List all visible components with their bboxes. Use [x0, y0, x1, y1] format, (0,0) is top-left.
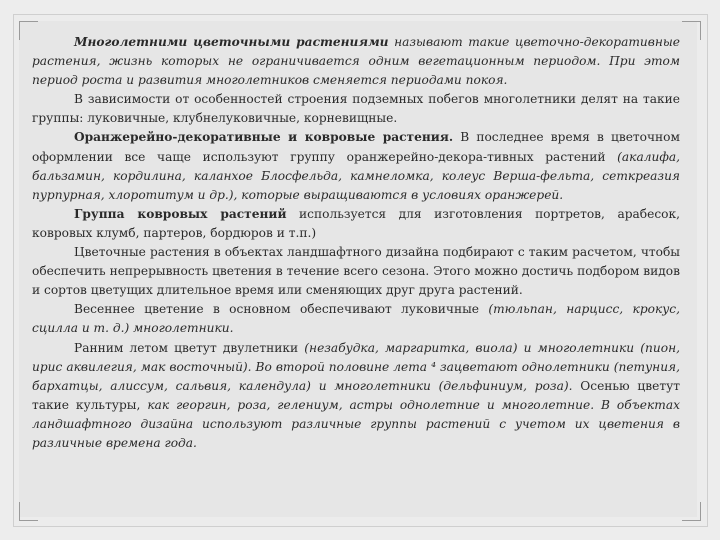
- paragraph-carpet-plants: [32, 205, 680, 243]
- heading-greenhouse-carpet: Оранжерейно-декоративные и ковровые растения.: [74, 130, 454, 145]
- paragraph-summer-autumn-bloom: [32, 339, 680, 454]
- greenhouse-text: В последнее время в цветочном оформлении все чаще используют группу оранжерейно-декора-тивных растений: [32, 130, 680, 164]
- autumn-text: Осенью цветут такие культуры,: [32, 378, 680, 412]
- corner-ornament-bottom-right: [682, 502, 701, 521]
- greenhouse-species: (акалифа, бальзамин, кордилина, каланхое Блосфельда, камнеломка, колеус Верша-фельта, сеткреазия пурпурная, хлоротитум и др.), которые выращиваются в условиях оранжерей.: [32, 149, 680, 202]
- summer-text: Ранним летом цветут двулетники: [74, 340, 305, 355]
- definition-text: называют такие цветочно-декоративные растения, жизнь которых не ограничивается одним вегетационным периодом. При этом период роста и развития многолетников сменяется периодами покоя.: [32, 35, 680, 88]
- summer-species: (незабудка, маргаритка, виола) и многолетники (пион, ирис аквилегия, мак восточный). Во второй половине лета ⁴ зацветают однолетники (петуния, бархатцы, алиссум, сальвия, календула) и многолетники (дельфиниум, роза).: [32, 340, 680, 393]
- paragraph-spring-bloom: [32, 300, 680, 338]
- carpet-text: используется для изготовления портретов, арабесок, ковровых клумб, партеров, бордюров и т.п.): [32, 206, 680, 240]
- spring-text: Весеннее цветение в основном обеспечивают луковичные: [74, 302, 489, 317]
- heading-carpet-group: Группа ковровых растений: [74, 206, 287, 221]
- document-body: [32, 33, 680, 453]
- spring-species: (тюльпан, нарцисс, крокус, сцилла и т. д.) многолетники.: [32, 302, 681, 336]
- corner-ornament-bottom-left: [19, 502, 38, 521]
- continuous-bloom-text: Цветочные растения в объектах ландшафтного дизайна подбирают с таким расчетом, чтобы обеспечить непрерывность цветения в течение всего сезона. Этого можно достичь подбором видов и сортов цветущих длительное время или сменяющих друг друга растений.: [32, 245, 680, 298]
- paragraph-greenhouse-plants: [32, 128, 680, 204]
- paragraph-underground-shoots: [32, 90, 680, 128]
- paragraph-continuous-bloom: [32, 243, 680, 300]
- groups-text: В зависимости от особенностей строения подземных побегов многолетники делят на такие группы: луковичные, клубнелуковичные, корневищные.: [32, 92, 680, 126]
- autumn-species: как георгин, роза, гелениум, астры однолетние и многолетние. В объектах ландшафтного дизайна используют различные группы растений с учетом их цветения в различные времена года.: [32, 397, 680, 450]
- term-perennials: Многолетними цветочными растениями: [74, 35, 389, 49]
- corner-ornament-top-right: [682, 21, 701, 40]
- paragraph-perennials-definition: [32, 33, 680, 90]
